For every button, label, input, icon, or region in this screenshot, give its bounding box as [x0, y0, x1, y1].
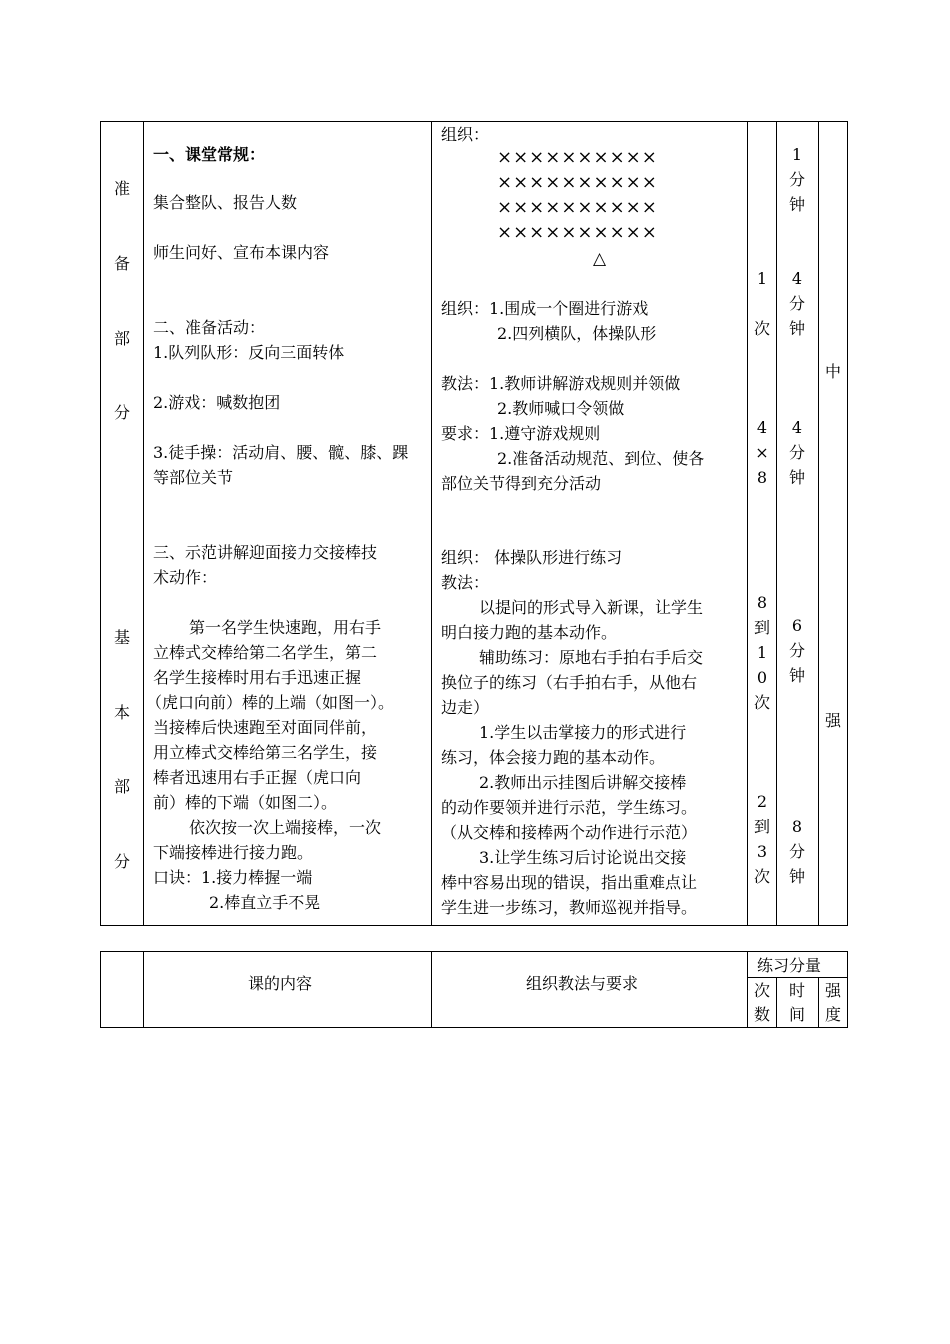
time-char: 分 [788, 170, 805, 189]
intensity-header-char: 度 [824, 1005, 841, 1024]
demo-text: 下端接棒进行接力跑。 [153, 843, 314, 862]
method-text: 辅助练习：原地右手拍右手后交 [479, 648, 704, 667]
formation-row: ×××××××××× [497, 147, 658, 168]
count-char: 次 [753, 867, 770, 886]
routine-title: 一、课堂常规： [153, 145, 266, 164]
intensity-header-char: 强 [824, 981, 841, 1000]
demo-text: （虎口向前）棒的上端（如图一）。 [146, 693, 395, 712]
requirement-text: 部位关节得到充分活动 [441, 474, 602, 493]
mnemonic: 口诀：1.接力棒握一端 [153, 868, 313, 887]
method-text: 明白接力跑的基本动作。 [441, 623, 618, 642]
demo-text: 立棒式交棒给第二名学生，第二 [153, 643, 378, 662]
section-char: 本 [113, 703, 130, 722]
count-char: 到 [753, 817, 770, 836]
org-text: 组织：1.围成一个圈进行游戏 [441, 299, 649, 318]
warmup-title: 二、准备活动： [153, 318, 266, 337]
demo-text: 前）棒的下端（如图二）。 [153, 793, 338, 812]
method-text: 2.教师出示挂图后讲解交接棒 [479, 773, 687, 792]
time-header-char: 时 [788, 981, 805, 1000]
method-text: 练习，体会接力跑的基本动作。 [441, 748, 666, 767]
routine-item: 集合整队、报告人数 [153, 193, 298, 212]
count-char: 次 [753, 693, 770, 712]
count-char: 到 [753, 618, 770, 637]
time-char: 钟 [788, 319, 805, 338]
time-char: 6 [791, 616, 803, 635]
count-char: 8 [756, 593, 768, 612]
demo-title: 三、示范讲解迎面接力交接棒技 [153, 543, 378, 562]
count-char: 3 [756, 842, 768, 861]
method-text: 棒中容易出现的错误，指出重难点让 [441, 873, 698, 892]
warmup-item: 3.徒手操：活动肩、腰、髋、膝、踝 [153, 443, 409, 462]
org-text: 2.四列横队，体操队形 [497, 324, 657, 343]
demo-text: 用立棒式交棒给第三名学生，接 [153, 743, 378, 762]
time-char: 1 [791, 145, 803, 164]
warmup-item: 2.游戏：喊数抱团 [153, 393, 281, 412]
count-header-char: 次 [753, 981, 770, 1000]
formation-row: ×××××××××× [497, 172, 658, 193]
time-char: 4 [791, 418, 803, 437]
count-char: 0 [756, 668, 768, 687]
time-char: 钟 [788, 468, 805, 487]
org-label: 组织： [441, 125, 490, 144]
section-char: 备 [113, 254, 130, 273]
section-char: 准 [113, 179, 130, 198]
practice-header: 练习分量 [757, 956, 822, 975]
method-text: 以提问的形式导入新课，让学生 [479, 598, 704, 617]
method-text: 教法： [441, 573, 490, 592]
method-text: 的动作要领并进行示范，学生练习。 [441, 798, 698, 817]
demo-text: 依次按一次上端接棒，一次 [189, 818, 382, 837]
org-text: 组织： 体操队形进行练习 [441, 548, 623, 567]
method-text: 边走） [441, 698, 490, 717]
time-char: 分 [788, 294, 805, 313]
count-char: × [755, 443, 769, 462]
count-char: 2 [756, 792, 768, 811]
time-char: 钟 [788, 666, 805, 685]
method-text: 学生进一步练习，教师巡视并指导。 [441, 898, 698, 917]
time-char: 钟 [788, 867, 805, 886]
method-text: （从交棒和接棒两个动作进行示范） [441, 823, 698, 842]
formation-row: ×××××××××× [497, 197, 658, 218]
method-text: 教法：1.教师讲解游戏规则并领做 [441, 374, 681, 393]
count-char: 4 [756, 418, 768, 437]
count-char: 次 [753, 319, 770, 338]
count-char: 1 [756, 643, 768, 662]
section-char: 部 [113, 777, 130, 796]
routine-item: 师生问好、宣布本课内容 [153, 243, 330, 262]
method-text: 2.教师喊口令领做 [497, 399, 625, 418]
demo-text: 第一名学生快速跑，用右手 [189, 618, 382, 637]
time-char: 4 [791, 269, 803, 288]
count-char: 1 [756, 269, 768, 288]
intensity-value: 强 [824, 711, 841, 730]
section-char: 基 [113, 628, 130, 647]
time-header-char: 间 [788, 1005, 805, 1024]
demo-text: 当接棒后快速跑至对面同伴前， [153, 718, 378, 737]
intensity-value: 中 [824, 362, 841, 381]
demo-title: 术动作： [153, 568, 218, 587]
time-char: 分 [788, 641, 805, 660]
time-char: 8 [791, 817, 803, 836]
section-char: 部 [113, 329, 130, 348]
teacher-triangle-icon: △ [593, 249, 607, 269]
org-header: 组织教法与要求 [526, 974, 639, 993]
count-header-char: 数 [753, 1005, 770, 1024]
method-text: 1.学生以击掌接力的形式进行 [479, 723, 687, 742]
requirement-text: 要求：1.遵守游戏规则 [441, 424, 601, 443]
content-header: 课的内容 [248, 974, 313, 993]
time-char: 分 [788, 842, 805, 861]
time-char: 钟 [788, 195, 805, 214]
section-char: 分 [113, 852, 130, 871]
requirement-text: 2.准备活动规范、到位、使各 [497, 449, 705, 468]
formation-row: ×××××××××× [497, 222, 658, 243]
method-text: 3.让学生练习后讨论说出交接 [479, 848, 687, 867]
demo-text: 棒者迅速用右手正握（虎口向 [153, 768, 362, 787]
mnemonic: 2.棒直立手不晃 [209, 893, 321, 912]
time-char: 分 [788, 443, 805, 462]
warmup-item: 1.队列队形：反向三面转体 [153, 343, 345, 362]
count-char: 8 [756, 468, 768, 487]
method-text: 换位子的练习（右手拍右手，从他右 [441, 673, 698, 692]
demo-text: 名学生接棒时用右手迅速正握 [153, 668, 362, 687]
warmup-item: 等部位关节 [153, 468, 234, 487]
section-char: 分 [113, 403, 130, 422]
